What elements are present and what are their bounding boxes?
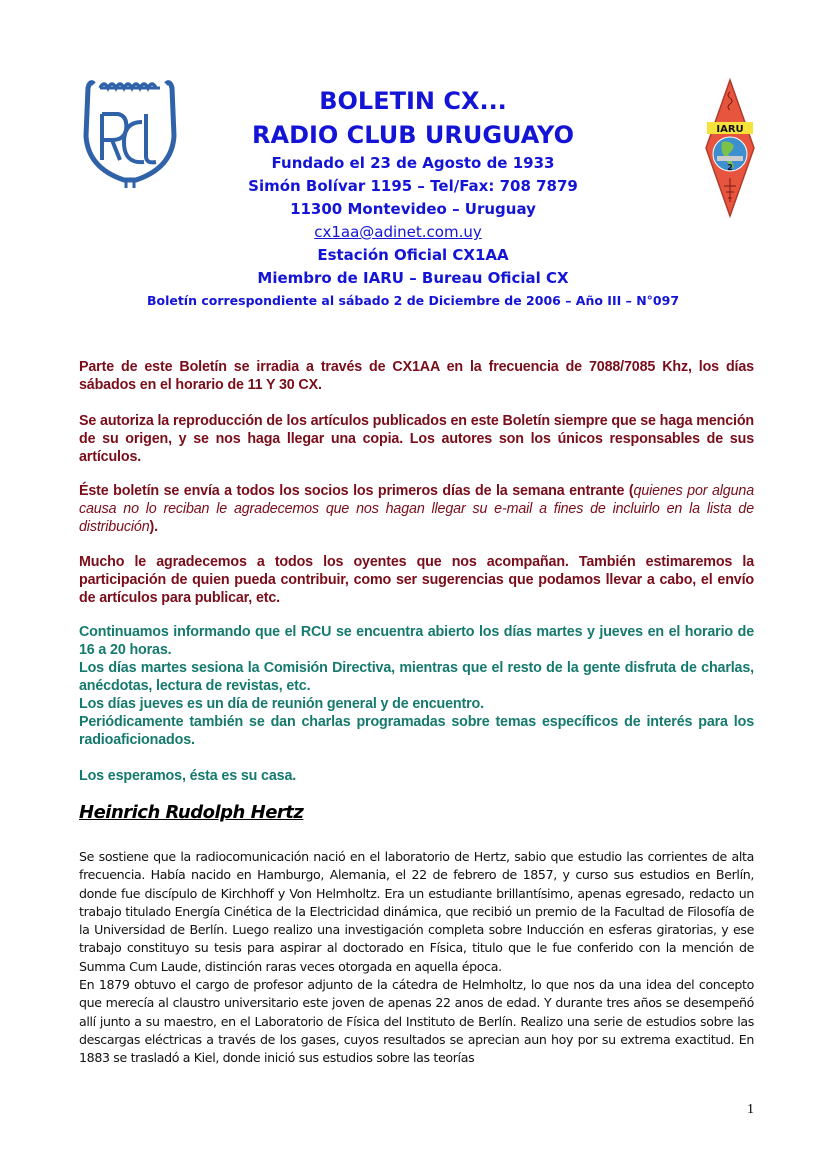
notice-distribution: Éste boletín se envía a todos los socios los primeros días de la semana entrante (quienes por alguna causa no lo reciban le agradecemos que nos hagan llegar su e-mail a fines de incluirlo en la lista de distribución). (79, 483, 754, 535)
info-thursdays: Los días jueves es un día de reunión general y de encuentro. (79, 696, 484, 712)
iaru-membership: Miembro de IARU – Bureau Oficial CX (257, 269, 569, 287)
distribution-italic-note: quienes por alguna causa no lo reciban le agradecemos que nos hagan llegar su e-mail a fines de incluirlo en la lista de distribución (79, 483, 754, 535)
issue-line: Boletín correspondiente al sábado 2 de Diciembre de 2006 – Año III – N°097 (146, 293, 680, 308)
iaru-region-number: 2 (727, 163, 733, 172)
info-tuesdays: Los días martes sesiona la Comisión Directiva, mientras que el resto de la gente disfruta de charlas, anécdotas, lectura de revistas, etc. (79, 660, 754, 694)
article-body (79, 848, 754, 1068)
club-info (79, 623, 754, 785)
notice-reproduction: Se autoriza la reproducción de los artículos publicados en este Boletín siempre que se haga mención de su origen, y se nos haga llegar una copia. Los autores son los únicos responsables de sus artículos. (79, 413, 754, 465)
bulletin-header (100, 84, 726, 312)
email-link[interactable]: cx1aa@adinet.com.uy (314, 223, 482, 241)
notice-broadcast: Parte de este Boletín se irradia a través de CX1AA en la frecuencia de 7088/7085 Khz, los días sábados en el horario de 11 Y 30 CX. (79, 359, 754, 393)
page-number: 1 (747, 1102, 754, 1117)
info-welcome: Los esperamos, ésta es su casa. (79, 768, 297, 784)
club-city: 11300 Montevideo – Uruguay (290, 200, 536, 218)
official-station: Estación Oficial CX1AA (317, 246, 509, 264)
founded-date: Fundado el 23 de Agosto de 1933 (271, 154, 555, 172)
club-address: Simón Bolívar 1195 – Tel/Fax: 708 7879 (248, 177, 578, 195)
article-paragraph: Se sostiene que la radiocomunicación nació en el laboratorio de Hertz, sabio que estudio las corrientes de alta frecuencia. Había nacido en Hamburgo, Alemania, el 22 de febrero de 1857, y curso sus estudios en Berlín, donde fue discípulo de Kirchhoff y Von Helmholtz. Era un estudiante brillantísimo, apenas egresado, redacto un trabajo titulado Energía Cinética de la Electricidad dinámica, que recibió un premio de la Facultad de Filosofía de la Universidad de Berlín. Luego realizo una investigación completa sobre Inducción en esferas giratorias, y ese trabajo constituyo su tesis para aspirar al doctorado en Física, titulo que le fue conferido con la mención de Summa Cum Laude, distinción raras veces otorgada en aquella época. (79, 849, 754, 974)
article-title: Heinrich Rudolph Hertz (79, 802, 304, 823)
bulletin-title: BOLETIN CX... (319, 87, 507, 115)
iaru-logo-text: IARU (716, 124, 744, 135)
club-name: RADIO CLUB URUGUAYO (252, 121, 574, 149)
info-talks: Periódicamente también se dan charlas programadas sobre temas específicos de interés para los radioaficionados. (79, 714, 754, 748)
article-paragraph: En 1879 obtuvo el cargo de profesor adjunto de la cátedra de Helmholtz, lo que nos da una idea del concepto que merecía al claustro universitario este joven de apenas 22 anos de edad. Y durante tres años se desempeñó allí junto a su maestro, en el Laboratorio de Física del Instituto de Berlín. Realizo una serie de estudios sobre las descargas eléctricas a través de los gases, cuyos resultados se aprecian aun hoy por su extrema exactitud. En 1883 se trasladó a Kiel, donde inició sus estudios sobre las teorías (79, 977, 754, 1066)
notice-thanks: Mucho le agradecemos a todos los oyentes que nos acompañan. También estimaremos la participación de quien pueda contribuir, como ser sugerencias que podamos llevar a cabo, el envío de artículos para publicar, etc. (79, 554, 754, 606)
info-opening-hours: Continuamos informando que el RCU se encuentra abierto los días martes y jueves en el horario de 16 a 20 horas. (79, 624, 754, 658)
